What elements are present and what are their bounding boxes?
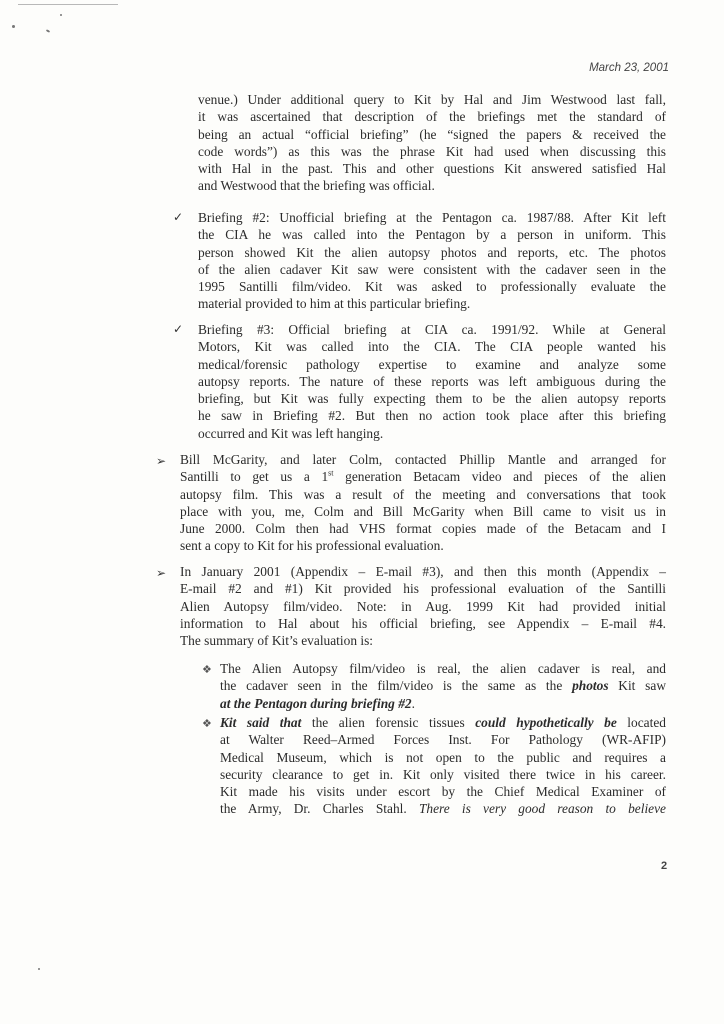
document-date: March 23, 2001 xyxy=(589,62,669,74)
text-line: with Hal in the past. This and other questions Kit answered satisfied Hal xyxy=(198,161,666,177)
mcgarity-item xyxy=(180,451,666,555)
text-line: The Alien Autopsy film/video is real, the alien cadaver is real, and xyxy=(220,661,666,676)
text-line: it was ascertained that description of the briefings met the standard of xyxy=(198,109,666,125)
text-line: Kit made his visits under escort by the Chief Medical Examiner of xyxy=(220,784,666,800)
scan-speck xyxy=(38,968,40,970)
text-line: In January 2001 (Appendix – E-mail #3), and then this month (Appendix – xyxy=(180,564,666,579)
emphasis-text: There is very good reason to believe xyxy=(418,801,666,817)
ordinal-superscript: st xyxy=(328,468,334,478)
text-line: autopsy film. This was a result of the meeting and conversations that took xyxy=(180,486,666,502)
text-line xyxy=(220,714,666,731)
text-line: information to Hal about his official briefing, see Appendix – E-mail #4. xyxy=(180,615,666,631)
text-line: Briefing #3: Official briefing at CIA ca. 1991/92. While at General xyxy=(198,322,666,337)
text-line: Medical Museum, which is not open to the public and requires a xyxy=(220,749,666,765)
arrow-bullet-icon: ➢ xyxy=(156,566,167,580)
emphasis-text: at the Pentagon during briefing #2 xyxy=(220,695,412,711)
text-line xyxy=(180,468,666,485)
text-line: Motors, Kit was called into the CIA. The CIA people wanted his xyxy=(198,339,666,355)
text-line: occurred and Kit was left hanging. xyxy=(198,425,384,441)
text-line: and Westwood that the briefing was official. xyxy=(198,178,435,194)
text-line: sent a copy to Kit for his professional evaluation. xyxy=(180,538,444,554)
text-segment: located xyxy=(616,715,666,730)
scan-speck xyxy=(60,14,62,16)
text-line: being an actual “official briefing” (he “signed the papers & received the xyxy=(198,126,666,142)
text-segment: the Army, Dr. Charles Stahl. xyxy=(220,801,419,817)
text-segment: Kit saw xyxy=(608,678,666,694)
text-line: autopsy reports. The nature of these reports was left ambiguous during the xyxy=(198,373,666,389)
text-segment: Santilli to get us a 1 xyxy=(180,469,329,485)
text-line: briefing, but Kit was fully expecting them to be the alien autopsy reports xyxy=(198,391,666,407)
text-segment: generation Betacam video and pieces of the alien xyxy=(333,469,666,485)
text-line: he saw in Briefing #2. But then no action took place after this briefing xyxy=(198,408,666,424)
checkmark-icon: ✓ xyxy=(173,210,184,224)
text-line: Bill McGarity, and later Colm, contacted Phillip Mantle and arranged for xyxy=(180,452,666,467)
checkmark-icon: ✓ xyxy=(173,322,184,336)
text-segment: . xyxy=(411,695,415,711)
text-line: the CIA he was called into the Pentagon by a person in uniform. This xyxy=(198,227,666,243)
page-number: 2 xyxy=(661,860,668,872)
text-line: Alien Autopsy film/video. Note: in Aug. 1999 Kit had provided initial xyxy=(180,598,666,614)
text-line: place with you, me, Colm and Bill McGarity when Bill came to visit us in xyxy=(180,503,666,519)
emphasis-text: Kit said that xyxy=(220,715,302,730)
text-segment: the cadaver seen in the film/video is the same as the xyxy=(220,678,573,694)
text-line: security clearance to get in. Kit only visited there twice in his career. xyxy=(220,766,666,782)
text-line: at Walter Reed–Armed Forces Inst. For Pathology (WR-AFIP) xyxy=(220,732,666,748)
emphasis-text: photos xyxy=(572,678,609,694)
text-line: Briefing #2: Unofficial briefing at the Pentagon ca. 1987/88. After Kit left xyxy=(198,210,666,225)
intro-paragraph xyxy=(198,91,666,195)
scan-speck xyxy=(12,25,15,28)
arrow-bullet-icon: ➢ xyxy=(156,454,167,468)
text-line xyxy=(220,677,666,694)
text-line: E-mail #2 and #1) Kit provided his professional evaluation of the Santilli xyxy=(180,581,666,597)
diamond-bullet-icon: ❖ xyxy=(202,663,212,676)
evaluation-point-1 xyxy=(220,660,666,712)
briefing-3-item xyxy=(198,321,666,442)
diamond-bullet-icon: ❖ xyxy=(202,717,212,730)
text-line: 1995 Santilli film/video. Kit was asked to professionally evaluate the xyxy=(198,279,666,295)
evaluation-point-2 xyxy=(220,714,666,818)
text-line: code words”) as this was the phrase Kit had used when discussing this xyxy=(198,143,666,159)
text-line: person showed Kit the alien autopsy photos and reports, etc. The photos xyxy=(198,244,666,260)
text-line: medical/forensic pathology expertise to examine and analyze some xyxy=(198,356,666,372)
text-line xyxy=(220,800,666,817)
text-line xyxy=(220,695,666,712)
text-line: The summary of Kit’s evaluation is: xyxy=(180,633,374,649)
january-2001-item xyxy=(180,563,666,649)
text-line: June 2000. Colm then had VHS format copies made of the Betacam and I xyxy=(180,521,666,537)
scan-artifact-line xyxy=(18,4,118,5)
briefing-2-item xyxy=(198,209,666,313)
text-line: venue.) Under additional query to Kit by Hal and Jim Westwood last fall, xyxy=(198,92,666,107)
text-line: material provided to him at this particular briefing. xyxy=(198,296,471,312)
scan-speck xyxy=(46,29,50,33)
text-line: of the alien cadaver Kit saw were consistent with the cadaver seen in the xyxy=(198,261,666,277)
emphasis-text: could hypothetically be xyxy=(475,715,617,730)
text-segment: the alien forensic tissues xyxy=(301,715,476,730)
